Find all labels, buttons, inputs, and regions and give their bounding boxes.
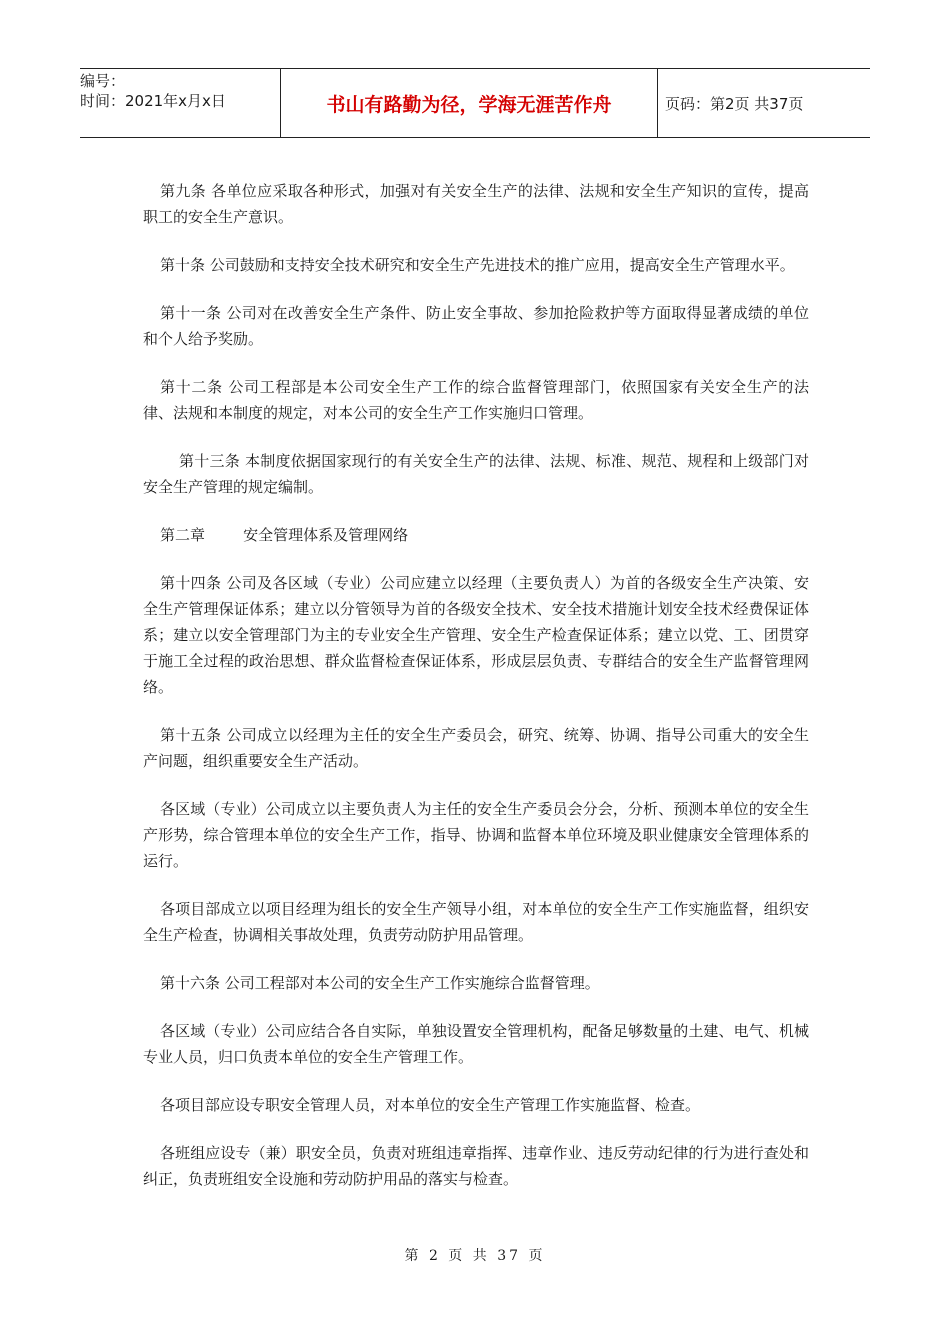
page-header <box>80 68 870 138</box>
article-16-sub-2: 各项目部应设专职安全管理人员，对本单位的安全生产管理工作实施监督、检查。 <box>160 1096 701 1114</box>
article-14: 第十四条 公司及各区域（专业）公司应建立以经理（主要负责人）为首的各级安全生产决策、安全生产管理保证体系；建立以分管领导为首的各级安全技术、安全技术措施计划安全技术经费保证体系；建立以安全管理部门为主的专业安全生产管理、安全生产检查保证体系；建立以党、工、团贯穿于施工全过程的政治思想、群众监督检查保证体系，形成层层负责、专群结合的安全生产监督管理网络。 <box>143 574 809 696</box>
article-15-sub-2: 各项目部成立以项目经理为组长的安全生产领导小组，对本单位的安全生产工作实施监督，组织安全生产检查，协调相关事故处理，负责劳动防护用品管理。 <box>143 900 809 944</box>
document-body <box>143 178 809 1214</box>
time-label: 时间：2021年x月x日 <box>80 92 226 110</box>
header-page-info: 页码：第2页 共37页 <box>665 94 804 113</box>
article-15: 第十五条 公司成立以经理为主任的安全生产委员会，研究、统筹、协调、指导公司重大的安全生产问题，组织重要安全生产活动。 <box>143 726 809 770</box>
header-meta <box>80 69 280 139</box>
chapter-heading: 第二章 安全管理体系及管理网络 <box>160 526 409 544</box>
article-10: 第十条 公司鼓励和支持安全技术研究和安全生产先进技术的推广应用，提高安全生产管理水平。 <box>160 256 795 274</box>
header-motto: 书山有路勤为径，学海无涯苦作舟 <box>280 69 658 137</box>
code-label: 编号： <box>80 72 126 90</box>
article-16-sub-3: 各班组应设专（兼）职安全员，负责对班组违章指挥、违章作业、违反劳动纪律的行为进行查处和纠正，负责班组安全设施和劳动防护用品的落实与检查。 <box>143 1144 809 1188</box>
article-9: 第九条 各单位应采取各种形式，加强对有关安全生产的法律、法规和安全生产知识的宣传，提高职工的安全生产意识。 <box>143 182 809 226</box>
article-12: 第十二条 公司工程部是本公司安全生产工作的综合监督管理部门，依照国家有关安全生产的法律、法规和本制度的规定，对本公司的安全生产工作实施归口管理。 <box>143 378 809 422</box>
article-13: 第十三条 本制度依据国家现行的有关安全生产的法律、法规、标准、规范、规程和上级部门对安全生产管理的规定编制。 <box>143 452 809 496</box>
article-15-sub-1: 各区域（专业）公司成立以主要负责人为主任的安全生产委员会分会，分析、预测本单位的安全生产形势，综合管理本单位的安全生产工作，指导、协调和监督本单位环境及职业健康安全管理体系的运行。 <box>143 800 809 870</box>
article-16-sub-1: 各区域（专业）公司应结合各自实际，单独设置安全管理机构，配备足够数量的土建、电气、机械专业人员，归口负责本单位的安全生产管理工作。 <box>143 1022 809 1066</box>
article-11: 第十一条 公司对在改善安全生产条件、防止安全事故、参加抢险救护等方面取得显著成绩的单位和个人给予奖励。 <box>143 304 809 348</box>
page-footer: 第 2 页 共 37 页 <box>404 1248 546 1264</box>
article-16: 第十六条 公司工程部对本公司的安全生产工作实施综合监督管理。 <box>160 974 600 992</box>
